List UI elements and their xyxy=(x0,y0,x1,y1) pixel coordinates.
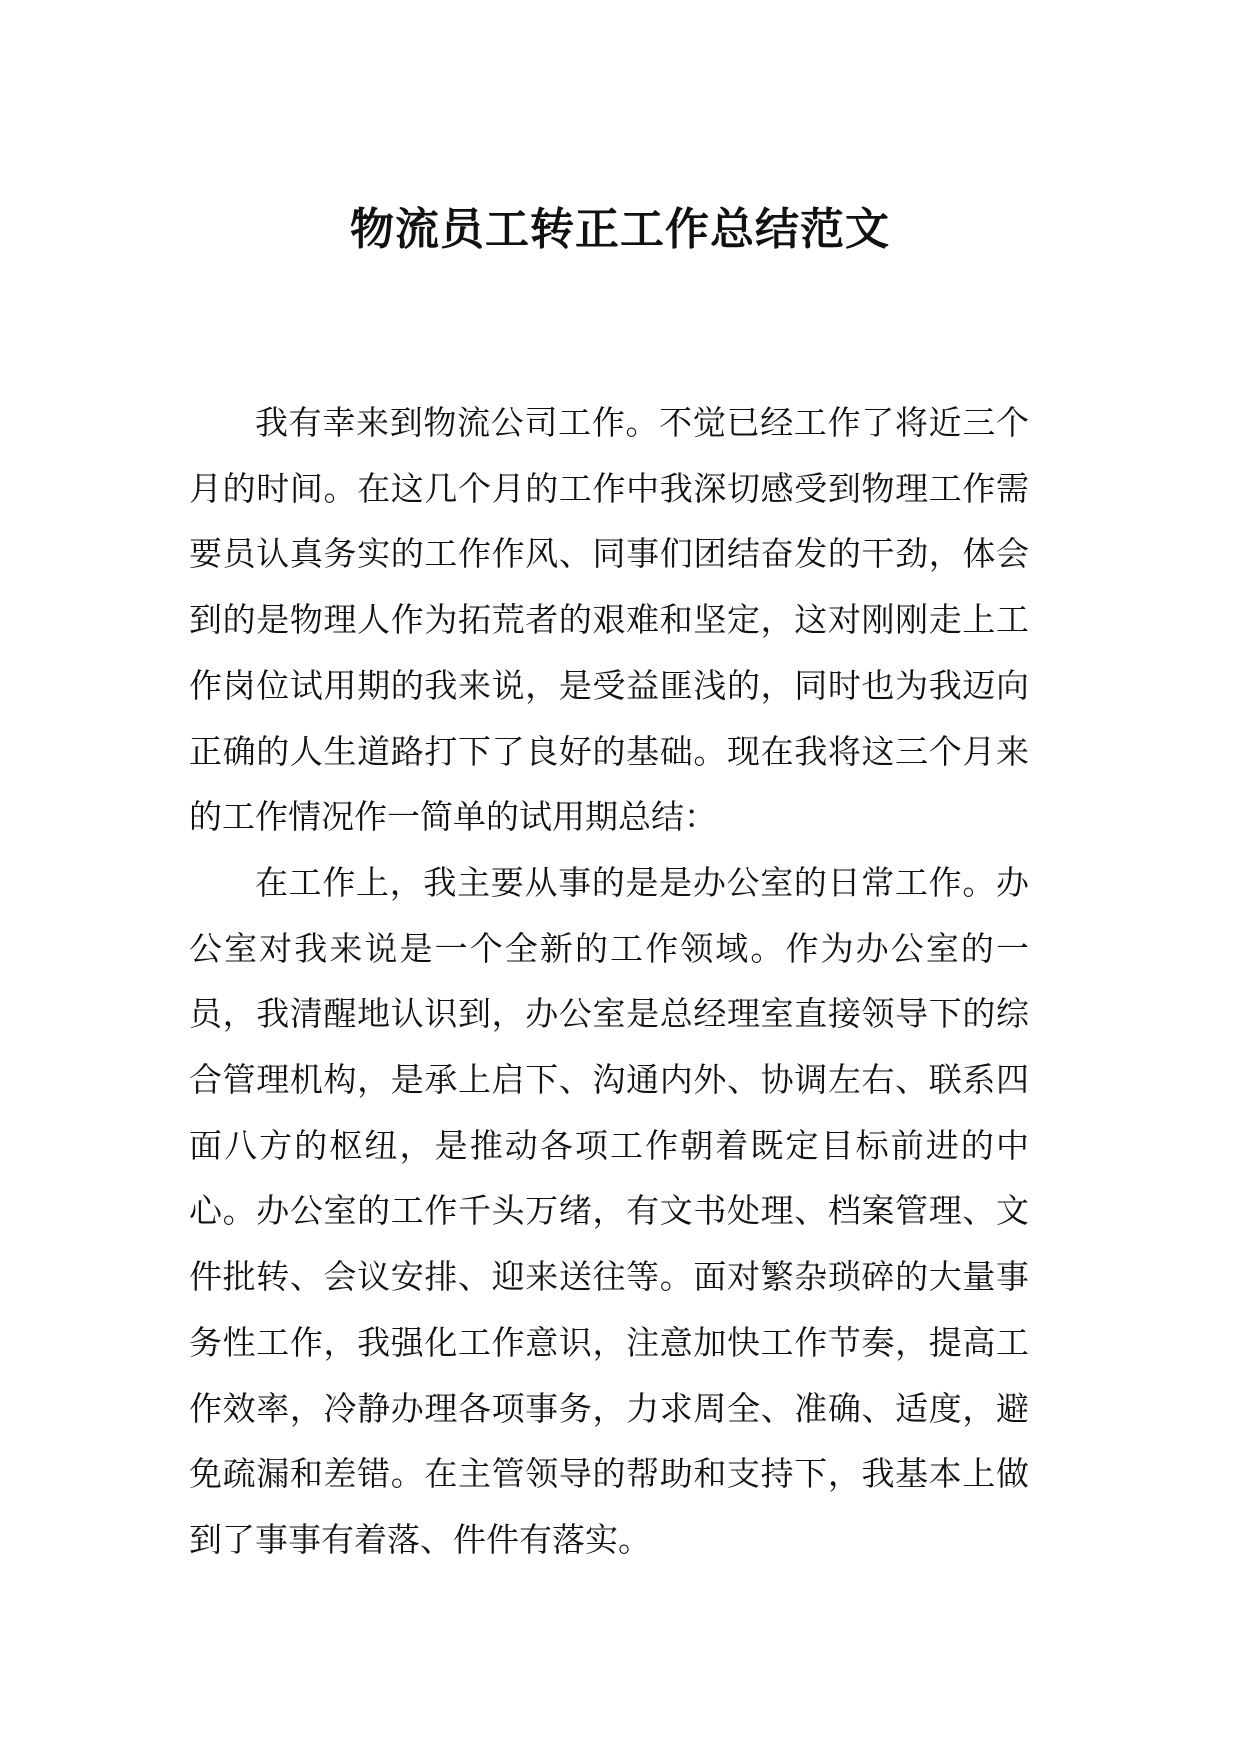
document-title: 物流员工转正工作总结范文 xyxy=(350,204,890,255)
paragraph-1: 我有幸来到物流公司工作。不觉已经工作了将近三个月的时间。在这几个月的工作中我深切感受到物理工作需要员认真务实的工作作风、同事们团结奋发的干劲，体会到的是物理人作为拓荒者的艰难和坚定，这对刚刚走上工作岗位试用期的我来说，是受益匪浅的，同时也为我迈向正确的人生道路打下了良好的基础。现在我将这三个月来的工作情况作一简单的试用期总结： xyxy=(189,403,1029,837)
document-body xyxy=(189,390,1029,1573)
paragraph-2: 在工作上，我主要从事的是是办公室的日常工作。办公室对我来说是一个全新的工作领域。作为办公室的一员，我清醒地认识到，办公室是总经理室直接领导下的综合管理机构，是承上启下、沟通内外、协调左右、联系四面八方的枢纽，是推动各项工作朝着既定目标前进的中心。办公室的工作千头万绪，有文书处理、档案管理、文件批转、会议安排、迎来送往等。面对繁杂琐碎的大量事务性工作，我强化工作意识，注意加快工作节奏，提高工作效率，冷静办理各项事务，力求周全、准确、适度，避免疏漏和差错。在主管领导的帮助和支持下，我基本上做到了事事有着落、件件有落实。 xyxy=(189,862,1029,1559)
